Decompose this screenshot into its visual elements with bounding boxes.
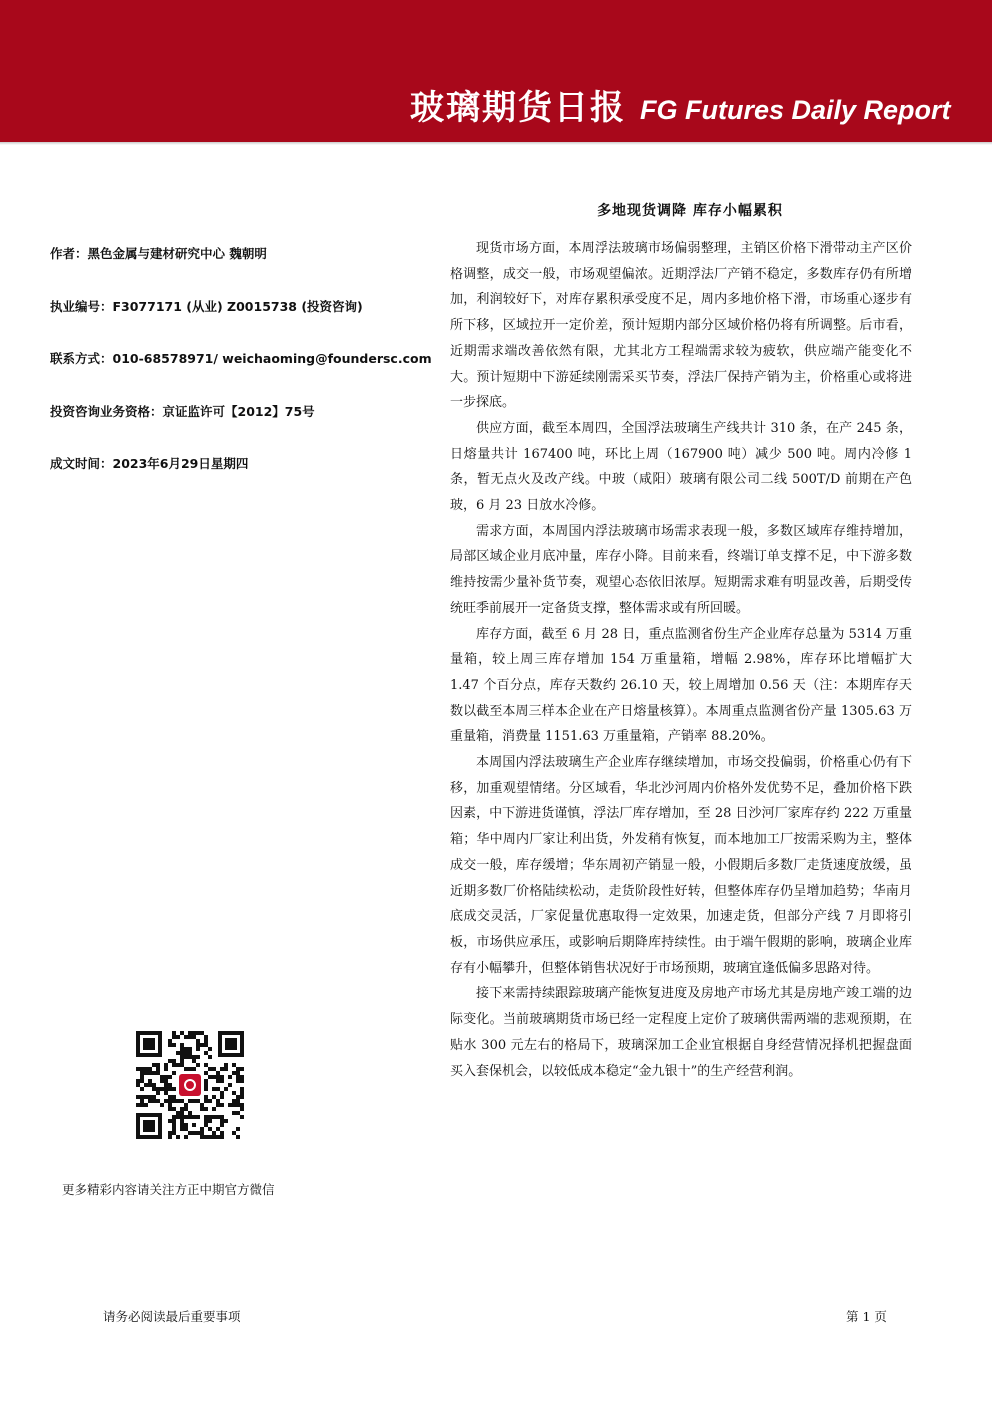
qr-caption: 更多精彩内容请关注方正中期官方微信 [62, 1182, 275, 1197]
author-info [50, 244, 440, 507]
article-title: 多地现货调降 库存小幅累积 [597, 203, 783, 219]
paragraph-inventory: 库存方面，截至 6 月 28 日，重点监测省份生产企业库存总量为 5314 万重量箱，较上周三库存增加 154 万重量箱，增幅 2.98%，库存环比增幅扩大 1.47 个百分点，库存天数约 26.10 天，较上周增加 0.56 天（注：本期库存天数以截至本周三样本企业在产日熔量核算）。本周重点监测省份产量 1305.63 万重量箱，消费量 1151.63 万重量箱，产销率 88.20%。 [450, 626, 912, 745]
date-line: 成文时间：2023年6月29日星期四 [50, 456, 249, 471]
wechat-qr-code [134, 1029, 246, 1141]
paragraph-spot-market: 现货市场方面，本周浮法玻璃市场偏弱整理，主销区价格下滑带动主产区价格调整，成交一般，市场观望偏浓。近期浮法厂产销不稳定，多数库存仍有所增加，利润较好下，对库存累积承受度不足，周内多地价格下滑，市场重心逐步有所下移，区域拉开一定价差，预计短期内部分区域价格仍将有所调整。后市看，近期需求端改善依然有限，尤其北方工程端需求较为疲软，供应端产能变化不大。预计短期中下游延续刚需采买节奏，浮法厂保持产销为主，价格重心或将进一步探底。 [450, 241, 912, 411]
header-shadow [0, 142, 992, 145]
report-title-cn: 玻璃期货日报 [410, 88, 626, 128]
qr-code-icon [134, 1029, 246, 1141]
author-line: 作者：黑色金属与建材研究中心 魏朝明 [50, 246, 267, 261]
contact-line: 联系方式：010-68578971/ weichaoming@foundersc.com [50, 351, 432, 366]
article-body [450, 236, 912, 1084]
paragraph-demand: 需求方面，本周国内浮法玻璃市场需求表现一般，多数区域库存维持增加，局部区域企业月底冲量，库存小降。目前来看，终端订单支撑不足，中下游多数维持按需少量补货节奏，观望心态依旧浓厚。短期需求难有明显改善，后期受传统旺季前展开一定备货支撑，整体需求或有所回暖。 [450, 523, 912, 616]
logo-icon [179, 1074, 201, 1096]
paragraph-regional: 本周国内浮法玻璃生产企业库存继续增加，市场交投偏弱，价格重心仍有下移，加重观望情绪。分区域看，华北沙河周内价格外发优势不足，叠加价格下跌因素，中下游进货谨慎，浮法厂库存增加，至 28 日沙河厂家库存约 222 万重量箱；华中周内厂家让利出货，外发稍有恢复，而本地加工厂按需采购为主，整体成交一般，库存缓增；华东周初产销显一般，小假期后多数厂走货速度放缓，虽近期多数厂价格陆续松动，走货阶段性好转，但整体库存仍呈增加趋势；华南月底成交灵活，厂家促量优惠取得一定效果，加速走货，但部分产线 7 月即将引板，市场供应承压，或影响后期降库持续性。由于端午假期的影响，玻璃企业库存有小幅攀升，但整体销售状况好于市场预期，玻璃宜逢低偏多思路对待。 [450, 755, 912, 976]
footer-disclaimer: 请务必阅读最后重要事项 [103, 1309, 241, 1324]
paragraph-supply: 供应方面，截至本周四，全国浮法玻璃生产线共计 310 条，在产 245 条，日熔量共计 167400 吨，环比上周（167900 吨）减少 500 吨。周内冷修 1 条，暂无点火及改产线。中玻（咸阳）玻璃有限公司二线 500T/D 前期在产色玻，6 月 23 日放水冷修。 [450, 420, 912, 514]
qualification-line: 投资咨询业务资格：京证监许可【2012】75号 [50, 403, 315, 419]
paragraph-outlook: 接下来需持续跟踪玻璃产能恢复进度及房地产市场尤其是房地产竣工端的边际变化。当前玻璃期货市场已经一定程度上定价了玻璃供需两端的悲观预期，在贴水 300 元左右的格局下，玻璃深加工企业宜根据自身经营情况择机把握盘面买入套保机会，以较低成本稳定“金九银十”的生产经营利润。 [450, 986, 912, 1079]
report-title [410, 80, 951, 132]
report-title-en: FG Futures Daily Report [640, 95, 951, 125]
license-number-line: 执业编号：F3077171 (从业) Z0015738 (投资咨询) [50, 298, 363, 314]
page-number: 第 1 页 [846, 1309, 887, 1324]
